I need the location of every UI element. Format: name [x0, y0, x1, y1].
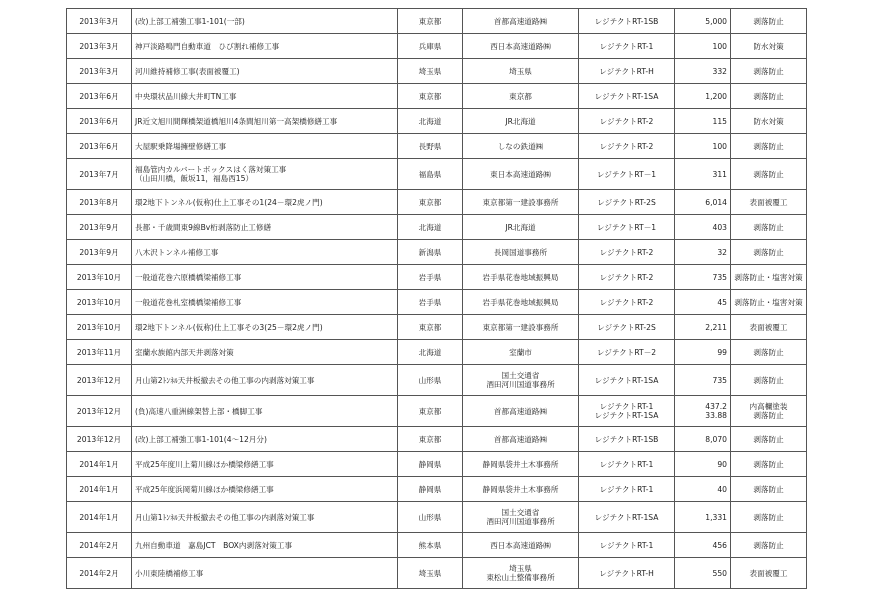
- product-line: レジテクトRT-H: [599, 66, 654, 76]
- purpose-cell: [731, 265, 807, 290]
- date-cell: 2013年10月: [67, 315, 132, 340]
- date-cell: 2014年1月: [67, 477, 132, 502]
- purpose-cell: [731, 240, 807, 265]
- quantity-line: 115: [712, 116, 727, 126]
- client-line: 東松山土整備事務所: [486, 573, 555, 582]
- date-cell: 2013年9月: [67, 215, 132, 240]
- prefecture-cell: 岩手県: [398, 290, 463, 315]
- product-line: レジテクトRT-1SA: [594, 512, 659, 522]
- quantity-cell: [675, 477, 731, 502]
- quantity-cell: [675, 396, 731, 427]
- project-name-cell: [132, 427, 398, 452]
- client-line: 東京都第一建設事務所: [482, 322, 559, 332]
- project-name-line: 福島管内カルバートボックスはく落対策工事: [135, 165, 287, 174]
- client-line: 岩手県花巻地域振興局: [482, 272, 559, 282]
- purpose-line: 剥落防止: [753, 434, 784, 444]
- product-cell: [579, 265, 675, 290]
- purpose-line: 剥落防止: [753, 459, 784, 469]
- table-row: [67, 502, 807, 533]
- project-name-line: 平成25年度浜岡菊川線ほか橋梁修繕工事: [135, 484, 274, 494]
- quantity-cell: [675, 190, 731, 215]
- product-line: レジテクトRT-2S: [597, 322, 656, 332]
- project-name-cell: [132, 134, 398, 159]
- quantity-cell: [675, 427, 731, 452]
- project-name-line: （山田川橋，飯坂11，福島西15）: [135, 174, 254, 183]
- prefecture-cell: 北海道: [398, 215, 463, 240]
- table-row: [67, 240, 807, 265]
- project-name-cell: [132, 533, 398, 558]
- project-name-cell: [132, 290, 398, 315]
- prefecture-cell: 東京都: [398, 396, 463, 427]
- date-cell: 2014年1月: [67, 502, 132, 533]
- client-line: 首都高速道路㈱: [493, 16, 548, 26]
- product-line: レジテクトRT－1: [596, 169, 657, 179]
- project-name-cell: [132, 315, 398, 340]
- project-name-cell: [132, 265, 398, 290]
- project-name-cell: [132, 109, 398, 134]
- prefecture-cell: 東京都: [398, 315, 463, 340]
- quantity-line: 2,211: [705, 322, 727, 332]
- client-cell: [463, 34, 579, 59]
- project-name-cell: [132, 34, 398, 59]
- purpose-line: 内高欄塗装: [749, 402, 788, 411]
- project-name-line: 平成25年度川上菊川線ほか橋梁修繕工事: [135, 459, 274, 469]
- project-name-line: 一般道花巻六原橋橋梁補修工事: [135, 272, 242, 282]
- date-cell: 2014年2月: [67, 533, 132, 558]
- client-cell: [463, 477, 579, 502]
- client-line: 国土交通省: [501, 371, 540, 380]
- records-sheet: [66, 8, 806, 589]
- prefecture-cell: 東京都: [398, 9, 463, 34]
- client-line: 酒田河川国道事務所: [486, 517, 555, 526]
- project-name-cell: [132, 340, 398, 365]
- product-line: レジテクトRT-1SB: [594, 16, 659, 26]
- client-cell: [463, 396, 579, 427]
- client-line: 東京都第一建設事務所: [482, 197, 559, 207]
- table-row: [67, 190, 807, 215]
- quantity-line: 100: [712, 141, 727, 151]
- purpose-cell: [731, 502, 807, 533]
- prefecture-cell: 北海道: [398, 340, 463, 365]
- table-row: [67, 315, 807, 340]
- purpose-line: 剥落防止: [753, 222, 784, 232]
- prefecture-cell: 東京都: [398, 84, 463, 109]
- product-line: レジテクトRT-1: [599, 402, 654, 411]
- project-name-cell: [132, 396, 398, 427]
- quantity-line: 311: [712, 169, 727, 179]
- purpose-cell: [731, 477, 807, 502]
- date-cell: 2013年3月: [67, 34, 132, 59]
- project-name-line: 環2地下トンネル(仮称)仕上工事その1(24－環2虎ノ門): [135, 197, 323, 207]
- client-cell: [463, 502, 579, 533]
- client-line: 長岡国道事務所: [493, 247, 548, 257]
- prefecture-cell: 東京都: [398, 190, 463, 215]
- quantity-line: 1,331: [705, 512, 727, 522]
- quantity-cell: [675, 558, 731, 589]
- table-row: [67, 84, 807, 109]
- product-line: レジテクトRT-2: [599, 297, 654, 307]
- quantity-cell: [675, 452, 731, 477]
- quantity-line: 99: [717, 347, 727, 357]
- client-cell: [463, 290, 579, 315]
- product-cell: [579, 452, 675, 477]
- purpose-line: 剥落防止・塩害対策: [734, 297, 803, 307]
- date-cell: 2014年2月: [67, 558, 132, 589]
- purpose-cell: [731, 34, 807, 59]
- project-name-cell: [132, 190, 398, 215]
- client-cell: [463, 59, 579, 84]
- client-line: 西日本高速道路㈱: [490, 41, 551, 51]
- client-cell: [463, 427, 579, 452]
- product-line: レジテクトRT-1: [599, 459, 654, 469]
- prefecture-cell: 福島県: [398, 159, 463, 190]
- client-cell: [463, 265, 579, 290]
- purpose-line: 剥落防止: [753, 169, 784, 179]
- table-row: [67, 34, 807, 59]
- product-cell: [579, 365, 675, 396]
- client-line: 室蘭市: [509, 347, 532, 357]
- client-line: 西日本高速道路㈱: [490, 540, 551, 550]
- quantity-line: 735: [712, 375, 727, 385]
- product-cell: [579, 396, 675, 427]
- purpose-cell: [731, 427, 807, 452]
- client-line: 静岡県袋井土木事務所: [482, 484, 559, 494]
- product-cell: [579, 340, 675, 365]
- quantity-line: 100: [712, 41, 727, 51]
- product-line: レジテクトRT-1SB: [594, 434, 659, 444]
- product-cell: [579, 34, 675, 59]
- project-name-cell: [132, 477, 398, 502]
- quantity-line: 40: [717, 484, 727, 494]
- product-cell: [579, 109, 675, 134]
- date-cell: 2013年12月: [67, 365, 132, 396]
- quantity-line: 8,070: [705, 434, 727, 444]
- purpose-cell: [731, 84, 807, 109]
- product-cell: [579, 240, 675, 265]
- client-line: しなの鉄道㈱: [497, 141, 544, 151]
- prefecture-cell: 埼玉県: [398, 558, 463, 589]
- client-cell: [463, 190, 579, 215]
- project-name-cell: [132, 558, 398, 589]
- quantity-cell: [675, 84, 731, 109]
- purpose-cell: [731, 365, 807, 396]
- product-cell: [579, 315, 675, 340]
- table-row: [67, 477, 807, 502]
- table-row: [67, 340, 807, 365]
- product-line: レジテクトRT-1SA: [594, 375, 659, 385]
- product-cell: [579, 533, 675, 558]
- product-cell: [579, 190, 675, 215]
- purpose-line: 剥落防止: [753, 91, 784, 101]
- product-cell: [579, 502, 675, 533]
- project-name-line: 一般道花巻札室橋橋梁補修工事: [135, 297, 242, 307]
- client-line: 国土交通省: [501, 508, 540, 517]
- date-cell: 2013年3月: [67, 59, 132, 84]
- project-name-line: (改)上部工補強工事1-101(4～12月分): [135, 434, 267, 444]
- product-line: レジテクトRT-2S: [597, 197, 656, 207]
- project-name-cell: [132, 215, 398, 240]
- quantity-cell: [675, 34, 731, 59]
- project-name-cell: [132, 240, 398, 265]
- client-cell: [463, 9, 579, 34]
- project-name-line: 中央環状品川線大井町TN工事: [135, 91, 237, 101]
- client-cell: [463, 315, 579, 340]
- date-cell: 2014年1月: [67, 452, 132, 477]
- client-line: 埼玉県: [509, 66, 532, 76]
- quantity-cell: [675, 215, 731, 240]
- client-line: 静岡県袋井土木事務所: [482, 459, 559, 469]
- records-table-body: [67, 9, 807, 589]
- prefecture-cell: 岩手県: [398, 265, 463, 290]
- purpose-cell: [731, 159, 807, 190]
- purpose-line: 表面被覆工: [749, 568, 788, 578]
- project-name-line: 室蘭水族館内部天井剥落対策: [135, 347, 234, 357]
- product-cell: [579, 215, 675, 240]
- client-line: 首都高速道路㈱: [493, 434, 548, 444]
- client-cell: [463, 215, 579, 240]
- project-name-line: 環2地下トンネル(仮称)仕上工事その3(25－環2虎ノ門): [135, 322, 323, 332]
- product-line: レジテクトRT-2: [599, 272, 654, 282]
- table-row: [67, 365, 807, 396]
- client-cell: [463, 452, 579, 477]
- purpose-cell: [731, 59, 807, 84]
- quantity-cell: [675, 109, 731, 134]
- purpose-cell: [731, 396, 807, 427]
- prefecture-cell: 埼玉県: [398, 59, 463, 84]
- purpose-cell: [731, 109, 807, 134]
- product-line: レジテクトRT-1: [599, 41, 654, 51]
- table-row: [67, 427, 807, 452]
- client-line: 酒田河川国道事務所: [486, 380, 555, 389]
- purpose-line: 剥落防止・塩害対策: [734, 272, 803, 282]
- client-line: 岩手県花巻地域振興局: [482, 297, 559, 307]
- quantity-cell: [675, 9, 731, 34]
- prefecture-cell: 新潟県: [398, 240, 463, 265]
- product-cell: [579, 9, 675, 34]
- purpose-line: 防水対策: [753, 116, 784, 126]
- purpose-line: 剥落防止: [753, 247, 784, 257]
- date-cell: 2013年6月: [67, 134, 132, 159]
- project-name-cell: [132, 59, 398, 84]
- table-row: [67, 9, 807, 34]
- purpose-cell: [731, 190, 807, 215]
- quantity-cell: [675, 159, 731, 190]
- quantity-cell: [675, 315, 731, 340]
- construction-records-table: [66, 8, 807, 589]
- client-line: JR北海道: [505, 222, 536, 232]
- purpose-line: 剥落防止: [753, 16, 784, 26]
- project-name-cell: [132, 365, 398, 396]
- project-name-line: 長都・千歳間東9線Bv桁剥落防止工修繕: [135, 222, 272, 232]
- client-line: JR北海道: [505, 116, 536, 126]
- table-row: [67, 134, 807, 159]
- date-cell: 2013年3月: [67, 9, 132, 34]
- product-cell: [579, 84, 675, 109]
- table-row: [67, 265, 807, 290]
- project-name-line: 小川東陸橋補修工事: [135, 568, 204, 578]
- table-row: [67, 109, 807, 134]
- purpose-line: 防水対策: [753, 41, 784, 51]
- product-line: レジテクトRT－1: [596, 222, 657, 232]
- prefecture-cell: 長野県: [398, 134, 463, 159]
- date-cell: 2013年8月: [67, 190, 132, 215]
- date-cell: 2013年9月: [67, 240, 132, 265]
- quantity-cell: [675, 533, 731, 558]
- client-cell: [463, 533, 579, 558]
- quantity-line: 437.2: [705, 402, 727, 411]
- purpose-line: 剥落防止: [753, 347, 784, 357]
- product-cell: [579, 290, 675, 315]
- purpose-line: 剥落防止: [753, 540, 784, 550]
- product-line: レジテクトRT－2: [596, 347, 657, 357]
- prefecture-cell: 静岡県: [398, 452, 463, 477]
- purpose-line: 表面被覆工: [749, 197, 788, 207]
- purpose-line: 剥落防止: [753, 512, 784, 522]
- quantity-line: 6,014: [705, 197, 727, 207]
- quantity-line: 456: [712, 540, 727, 550]
- table-row: [67, 290, 807, 315]
- date-cell: 2013年6月: [67, 84, 132, 109]
- project-name-cell: [132, 9, 398, 34]
- purpose-cell: [731, 533, 807, 558]
- product-cell: [579, 159, 675, 190]
- product-cell: [579, 477, 675, 502]
- date-cell: 2013年11月: [67, 340, 132, 365]
- prefecture-cell: 静岡県: [398, 477, 463, 502]
- quantity-line: 332: [712, 66, 727, 76]
- project-name-line: 月山第2ﾄﾝﾈﾙ天井板撤去その他工事の内剥落対策工事: [135, 375, 315, 385]
- project-name-line: (負)高速八重洲線架替上部・橋脚工事: [135, 406, 263, 416]
- quantity-cell: [675, 340, 731, 365]
- purpose-line: 表面被覆工: [749, 322, 788, 332]
- prefecture-cell: 東京都: [398, 427, 463, 452]
- purpose-cell: [731, 452, 807, 477]
- purpose-line: 剥落防止: [753, 484, 784, 494]
- table-row: [67, 533, 807, 558]
- quantity-line: 735: [712, 272, 727, 282]
- quantity-cell: [675, 134, 731, 159]
- client-line: 首都高速道路㈱: [493, 406, 548, 416]
- date-cell: 2013年12月: [67, 427, 132, 452]
- client-line: 東京都: [509, 91, 532, 101]
- purpose-cell: [731, 340, 807, 365]
- project-name-cell: [132, 84, 398, 109]
- table-row: [67, 396, 807, 427]
- product-line: レジテクトRT-2: [599, 141, 654, 151]
- client-line: 東日本高速道路㈱: [490, 169, 551, 179]
- product-cell: [579, 558, 675, 589]
- project-name-line: 八木沢トンネル補修工事: [135, 247, 219, 257]
- project-name-cell: [132, 452, 398, 477]
- product-line: レジテクトRT-1SA: [594, 91, 659, 101]
- prefecture-cell: 北海道: [398, 109, 463, 134]
- quantity-line: 33.88: [705, 411, 727, 420]
- quantity-line: 32: [717, 247, 727, 257]
- quantity-cell: [675, 290, 731, 315]
- quantity-cell: [675, 265, 731, 290]
- product-line: レジテクトRT-1: [599, 484, 654, 494]
- purpose-cell: [731, 215, 807, 240]
- client-line: 埼玉県: [509, 564, 532, 573]
- quantity-cell: [675, 59, 731, 84]
- project-name-line: 九州自動車道 嘉島JCT BOX内剥落対策工事: [135, 540, 293, 550]
- client-cell: [463, 558, 579, 589]
- table-row: [67, 452, 807, 477]
- date-cell: 2013年10月: [67, 265, 132, 290]
- purpose-line: 剥落防止: [753, 411, 784, 420]
- purpose-cell: [731, 134, 807, 159]
- quantity-line: 1,200: [705, 91, 727, 101]
- product-cell: [579, 427, 675, 452]
- date-cell: 2013年7月: [67, 159, 132, 190]
- prefecture-cell: 山形県: [398, 365, 463, 396]
- date-cell: 2013年6月: [67, 109, 132, 134]
- product-line: レジテクトRT-1: [599, 540, 654, 550]
- product-line: レジテクトRT-2: [599, 116, 654, 126]
- purpose-line: 剥落防止: [753, 375, 784, 385]
- purpose-cell: [731, 290, 807, 315]
- quantity-cell: [675, 240, 731, 265]
- table-row: [67, 558, 807, 589]
- quantity-cell: [675, 502, 731, 533]
- purpose-line: 剥落防止: [753, 66, 784, 76]
- client-cell: [463, 84, 579, 109]
- purpose-line: 剥落防止: [753, 141, 784, 151]
- date-cell: 2013年10月: [67, 290, 132, 315]
- product-line: レジテクトRT-H: [599, 568, 654, 578]
- quantity-line: 45: [717, 297, 727, 307]
- quantity-line: 403: [712, 222, 727, 232]
- table-row: [67, 215, 807, 240]
- product-line: レジテクトRT-1SA: [594, 411, 659, 420]
- client-cell: [463, 109, 579, 134]
- quantity-line: 550: [712, 568, 727, 578]
- client-cell: [463, 134, 579, 159]
- project-name-cell: [132, 159, 398, 190]
- table-row: [67, 59, 807, 84]
- quantity-line: 5,000: [705, 16, 727, 26]
- product-line: レジテクトRT-2: [599, 247, 654, 257]
- purpose-cell: [731, 558, 807, 589]
- product-cell: [579, 134, 675, 159]
- purpose-cell: [731, 315, 807, 340]
- table-row: [67, 159, 807, 190]
- project-name-line: 月山第1ﾄﾝﾈﾙ天井板撤去その他工事の内剥落対策工事: [135, 512, 315, 522]
- project-name-line: (改)上部工補強工事1-101(一部): [135, 16, 245, 26]
- client-cell: [463, 240, 579, 265]
- prefecture-cell: 兵庫県: [398, 34, 463, 59]
- client-cell: [463, 340, 579, 365]
- client-cell: [463, 159, 579, 190]
- project-name-line: JR近文旭川間輝橋架道橋旭川4条間旭川第一高架橋修繕工事: [135, 116, 338, 126]
- prefecture-cell: 熊本県: [398, 533, 463, 558]
- project-name-cell: [132, 502, 398, 533]
- project-name-line: 大屋駅乗降場擁壁修繕工事: [135, 141, 227, 151]
- product-cell: [579, 59, 675, 84]
- prefecture-cell: 山形県: [398, 502, 463, 533]
- project-name-line: 神戸淡路鳴門自動車道 ひび割れ補修工事: [135, 41, 280, 51]
- date-cell: 2013年12月: [67, 396, 132, 427]
- quantity-cell: [675, 365, 731, 396]
- purpose-cell: [731, 9, 807, 34]
- client-cell: [463, 365, 579, 396]
- quantity-line: 90: [717, 459, 727, 469]
- project-name-line: 河川維持補修工事(表面被覆工): [135, 66, 240, 76]
